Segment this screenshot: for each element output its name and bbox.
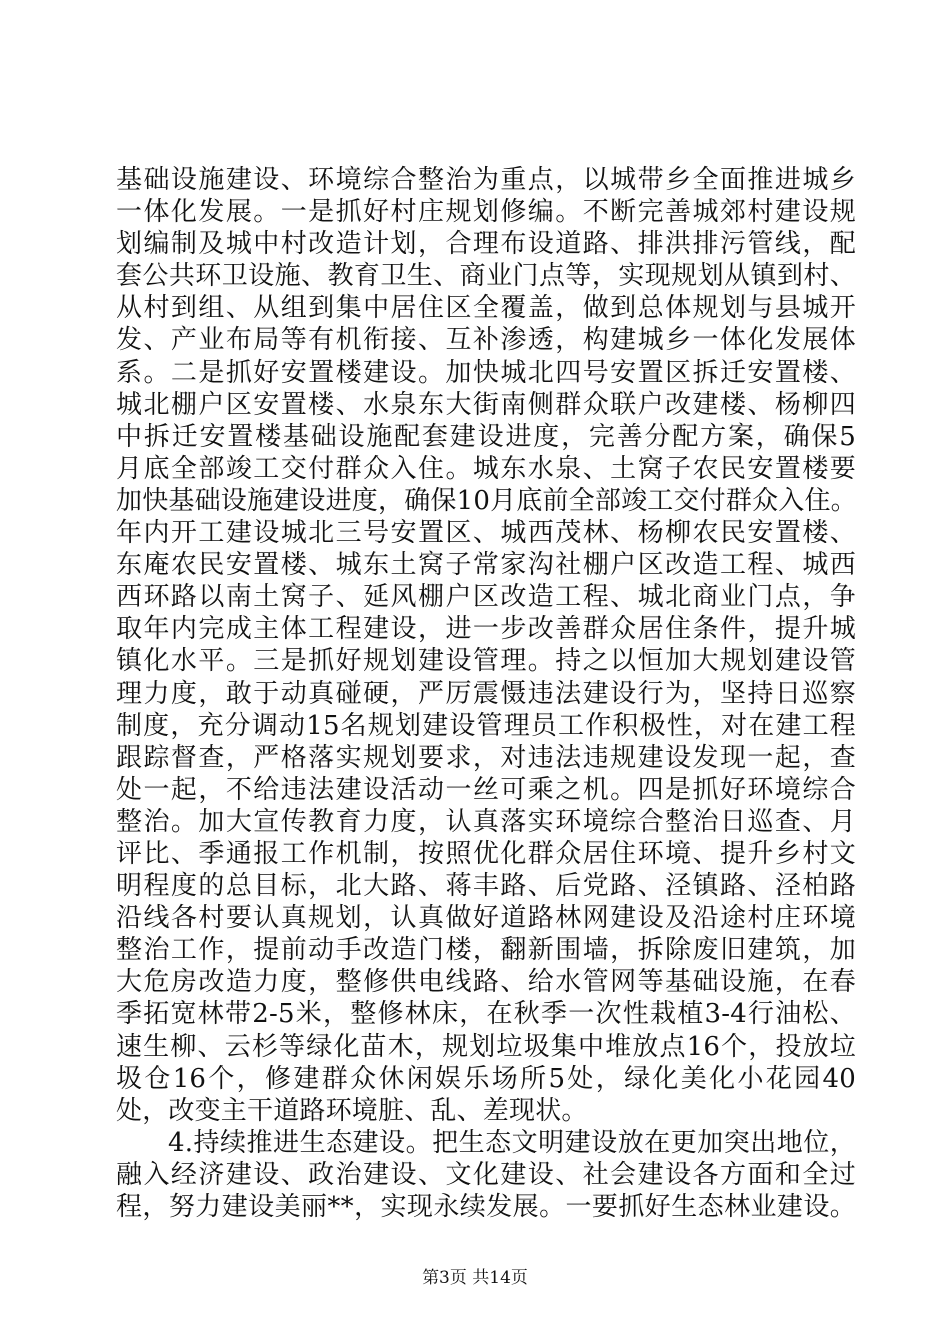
text-line: 跟踪督查，严格落实规划要求，对违法违规建设发现一起，查 [116, 742, 856, 773]
text-line: 年内开工建设城北三号安置区、城西茂林、杨柳农民安置楼、 [116, 518, 856, 549]
paragraph-end-line: 处，改变主干道路环境脏、乱、差现状。 [116, 1095, 588, 1126]
text-line: 东庵农民安置楼、城东土窝子常家沟社棚户区改造工程、城西 [116, 550, 856, 581]
text-line: 一体化发展。一是抓好村庄规划修编。不断完善城郊村建设规 [116, 197, 856, 228]
text-line: 基础设施建设、环境综合整治为重点，以城带乡全面推进城乡 [116, 165, 856, 195]
page-footer: 第3页 共14页 [422, 1268, 528, 1288]
text-line: 西环路以南土窝子、延风棚户区改造工程、城北商业门点，争 [116, 582, 856, 613]
text-line: 处一起，不给违法建设活动一丝可乘之机。四是抓好环境综合 [116, 774, 856, 805]
text-line: 镇化水平。三是抓好规划建设管理。持之以恒加大规划建设管 [116, 646, 856, 677]
body-text [116, 164, 856, 1223]
text-line: 取年内完成主体工程建设，进一步改善群众居住条件，提升城 [116, 614, 856, 645]
text-line: 速生柳、云杉等绿化苗木，规划垃圾集中堆放点16个，投放垃 [116, 1031, 856, 1062]
text-line: 大危房改造力度，整修供电线路、给水管网等基础设施，在春 [116, 967, 856, 998]
text-line: 整治工作，提前动手改造门楼，翻新围墙，拆除废旧建筑，加 [116, 935, 856, 966]
text-line: 发、产业布局等有机衔接、互补渗透，构建城乡一体化发展体 [116, 325, 856, 356]
text-line: 程，努力建设美丽**，实现永续发展。一要抓好生态林业建设。 [116, 1192, 856, 1222]
text-line: 圾仓16个，修建群众休闲娱乐场所5处，绿化美化小花园40 [116, 1063, 856, 1094]
text-line: 系。二是抓好安置楼建设。加快城北四号安置区拆迁安置楼、 [116, 357, 856, 388]
text-line: 评比、季通报工作机制，按照优化群众居住环境、提升乡村文 [116, 838, 856, 869]
text-line: 月底全部竣工交付群众入住。城东水泉、土窝子农民安置楼要 [116, 453, 856, 484]
text-line: 整治。加大宣传教育力度，认真落实环境综合整治日巡查、月 [116, 806, 856, 837]
text-line: 季拓宽林带2-5米，整修林床，在秋季一次性栽植3-4行油松、 [116, 999, 856, 1030]
text-line: 沿线各村要认真规划，认真做好道路林网建设及沿途村庄环境 [116, 903, 856, 934]
text-line: 制度，充分调动15名规划建设管理员工作积极性，对在建工程 [116, 710, 856, 741]
text-line: 城北棚户区安置楼、水泉东大街南侧群众联户改建楼、杨柳四 [116, 389, 856, 420]
text-line: 融入经济建设、政治建设、文化建设、社会建设各方面和全过 [116, 1159, 856, 1190]
text-line: 中拆迁安置楼基础设施配套建设进度，完善分配方案，确保5 [116, 421, 856, 452]
text-line: 加快基础设施建设进度，确保10月底前全部竣工交付群众入住。 [116, 485, 857, 516]
text-line: 理力度，敢于动真碰硬，严厉震慑违法建设行为，坚持日巡察 [116, 678, 856, 709]
text-line: 明程度的总目标，北大路、蒋丰路、后党路、泾镇路、泾柏路 [116, 871, 856, 902]
text-line: 套公共环卫设施、教育卫生、商业门点等，实现规划从镇到村、 [116, 261, 856, 292]
section-heading-line: 4.持续推进生态建设。把生态文明建设放在更加突出地位， [168, 1127, 856, 1158]
text-line: 划编制及城中村改造计划，合理布设道路、排洪排污管线，配 [116, 229, 856, 260]
text-line: 从村到组、从组到集中居住区全覆盖，做到总体规划与县城开 [116, 293, 856, 324]
